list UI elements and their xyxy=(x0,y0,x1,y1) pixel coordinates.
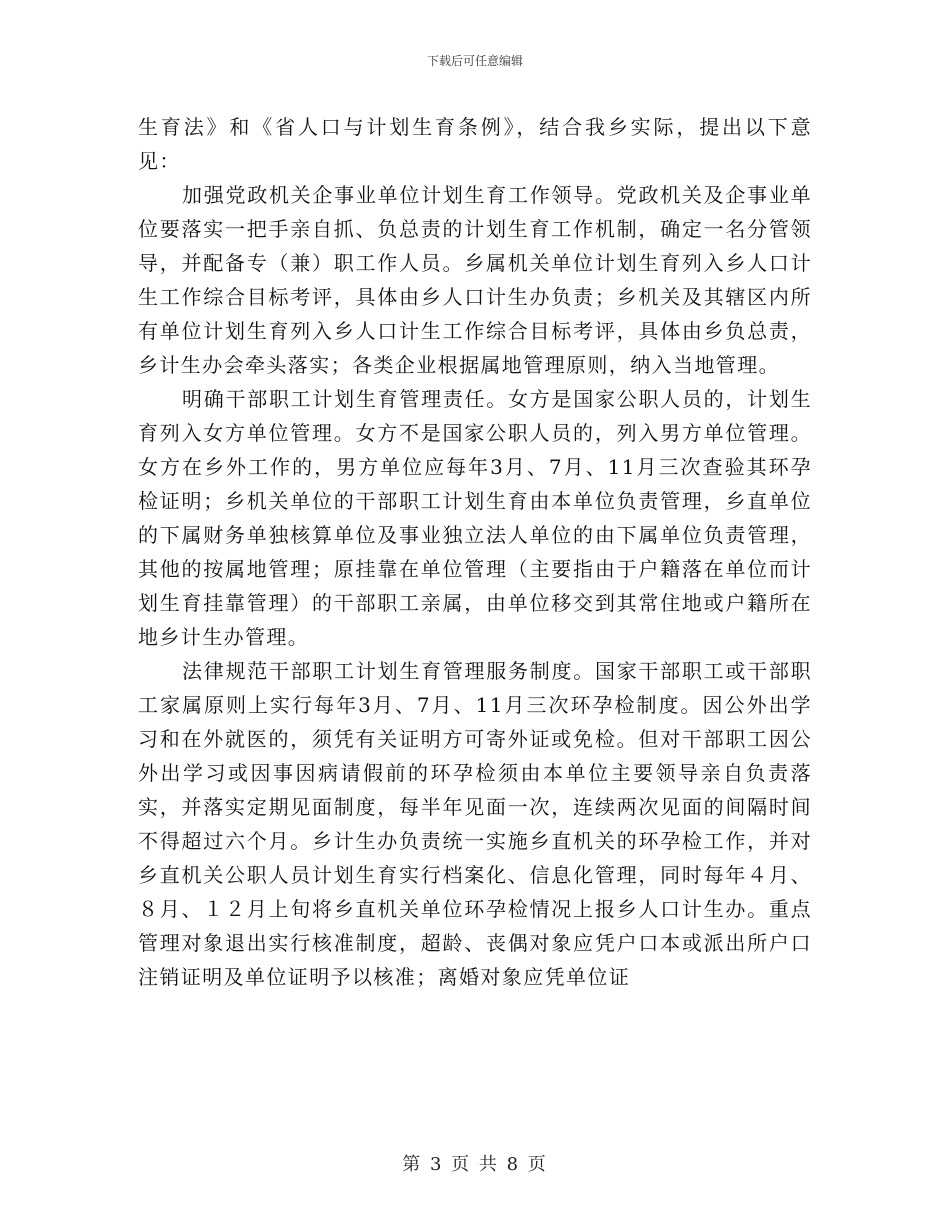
header-note: 下载后可任意编辑 xyxy=(426,54,523,68)
page-footer xyxy=(0,1153,950,1177)
page-header xyxy=(0,52,950,70)
paragraph-leadership: 加强党政机关企事业单位计划生育工作领导。党政机关及企事业单位要落实一把手亲自抓、负总责的计划生育工作机制，确定一名分管领导，并配备专（兼）职工作人员。乡属机关单位计划生育列入乡人口计生工作综合目标考评，具体由乡人口计生办负责；乡机关及其辖区内所有单位计划生育列入乡人口计生工作综合目标考评，具体由乡负总责，乡计生办会牵头落实；各类企业根据属地管理原则，纳入当地管理。 xyxy=(138,183,812,377)
paragraph-responsibility: 明确干部职工计划生育管理责任。女方是国家公职人员的，计划生育列入女方单位管理。女方不是国家公职人员的，列入男方单位管理。女方在乡外工作的，男方单位应每年3月、7月、11月三次查验其环孕检证明；乡机关单位的干部职工计划生育由本单位负责管理，乡直单位的下属财务单独核算单位及事业独立法人单位的由下属单位负责管理，其他的按属地管理；原挂靠在单位管理（主要指由于户籍落在单位而计划生育挂靠管理）的干部职工亲属，由单位移交到其常住地或户籍所在地乡计生办管理。 xyxy=(138,387,812,649)
paragraph-continuation: 生育法》和《省人口与计划生育条例》，结合我乡实际，提出以下意见： xyxy=(138,115,812,173)
document-body xyxy=(138,110,812,994)
paragraph-service-system: 法律规范干部职工计划生育管理服务制度。国家干部职工或干部职工家属原则上实行每年3月、7月、11月三次环孕检制度。因公外出学习和在外就医的，须凭有关证明方可寄外证或免检。但对干部职工因公外出学习或因事因病请假前的环孕检须由本单位主要领导亲自负责落实，并落实定期见面制度，每半年见面一次，连续两次见面的间隔时间不得超过六个月。乡计生办负责统一实施乡直机关的环孕检工作，并对乡直机关公职人员计划生育实行档案化、信息化管理，同时每年４月、８月、１２月上旬将乡直机关单位环孕检情况上报乡人口计生办。重点管理对象退出实行核准制度，超龄、丧偶对象应凭户口本或派出所户口注销证明及单位证明予以核准；离婚对象应凭单位证 xyxy=(138,659,812,989)
page-number: 第 3 页 共 8 页 xyxy=(402,1154,548,1175)
